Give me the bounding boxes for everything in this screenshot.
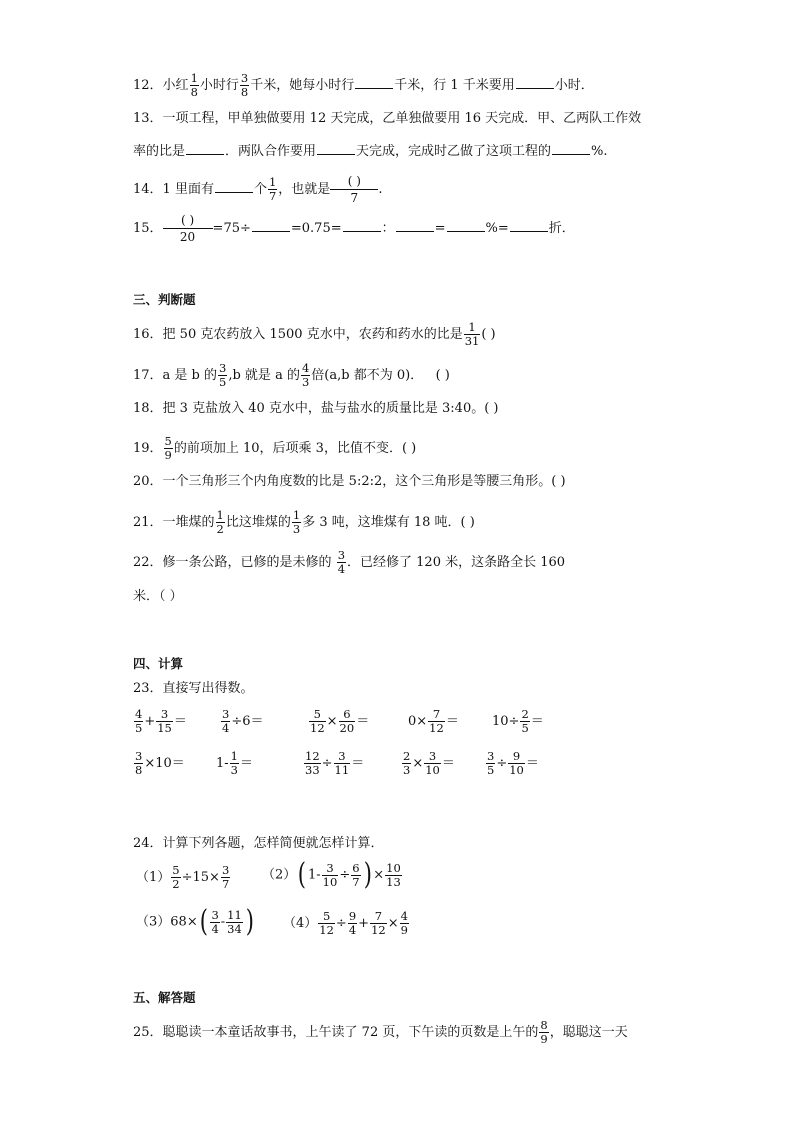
fraction: $\frac{1}{31}$ [464, 320, 480, 348]
answer-blank[interactable] [510, 219, 548, 232]
calc-item: $\frac{3}{8}$ ×10＝ [135, 749, 185, 777]
answer-blank[interactable] [317, 142, 355, 155]
question-17: 17．a 是 b 的 $\frac{3}{5}$ ,b 就是 a 的 $\frac{4}{3}$ 倍(a,b 都不为 0)． ( ) [133, 361, 450, 389]
question-16: 16．把 50 克农药放入 1500 克水中，农药和药水的比是 $\frac{1}{31}$ ( ) [133, 320, 496, 348]
question-22-line2: 米．（ ） [133, 589, 183, 604]
calc-item: $\frac{2}{3}$ × $\frac{3}{10}$ ＝ [403, 749, 455, 777]
section-heading-calc: 四、计算 [133, 656, 184, 671]
question-20: 20．一个三角形三个内角度数的比是 5:2:2，这个三角形是等腰三角形。( ) [133, 474, 566, 489]
calc-item: $\frac{5}{12}$ × $\frac{6}{20}$ ＝ [310, 707, 370, 735]
answer-blank[interactable] [552, 142, 590, 155]
calc-item: 1- $\frac{1}{3}$ ＝ [216, 749, 254, 777]
question-21: 21．一堆煤的 $\frac{1}{2}$ 比这堆煤的 $\frac{1}{3}$ 多 3 吨，这堆煤有 18 吨．( ) [133, 508, 475, 536]
answer-blank[interactable] [355, 76, 393, 89]
calc-item: $\frac{4}{5}$ + $\frac{3}{15}$ ＝ [135, 707, 187, 735]
calc-item: $\frac{3}{4}$ ÷6＝ [222, 707, 264, 735]
fraction: $\frac{3}{4}$ [337, 548, 346, 576]
section-heading-judgment: 三、判断题 [133, 292, 196, 307]
fraction: $\frac{1}{8}$ [190, 71, 198, 99]
answer-blank[interactable] [343, 219, 381, 232]
fraction: $\frac{3}{5}$ [219, 361, 227, 389]
question-23-title: 23．直接写出得数。 [133, 681, 254, 696]
answer-blank[interactable] [186, 142, 224, 155]
calc-problem-4: （4） $\frac{5}{12}$ ÷ $\frac{9}{4}$ + $\frac{7}{12}$ × $\frac{4}{9}$ [283, 909, 408, 937]
question-13-line2: 率的比是 ．两队合作要用 天完成，完成时乙做了这项工程的 %. [133, 144, 608, 159]
fraction-blank: ( ) 20 [163, 212, 213, 245]
fraction: $\frac{8}{9}$ [540, 1018, 548, 1046]
question-12: 12．小红 $\frac{1}{8}$ 小时行 $\frac{3}{8}$ 千米，她每小时行 千米，行 1 千米要用 小时． [133, 71, 594, 99]
section-heading-solve: 五、解答题 [133, 990, 196, 1005]
calc-item: 10÷ $\frac{2}{5}$ ＝ [492, 707, 544, 735]
question-24-title: 24．计算下列各题，怎样简便就怎样计算． [133, 836, 384, 851]
answer-blank[interactable] [447, 219, 485, 232]
question-19: 19． $\frac{5}{9}$ 的前项加上 10，后项乘 3，比值不变．( ) [133, 434, 417, 462]
calc-item: $\frac{3}{5}$ ÷ $\frac{9}{10}$ ＝ [487, 749, 539, 777]
calc-item: $\frac{12}{33}$ ÷ $\frac{3}{11}$ ＝ [305, 749, 365, 777]
calc-problem-2: （2）( 1- $\frac{3}{10}$ ÷ $\frac{6}{7}$ ) × $\frac{10}{13}$ [262, 857, 401, 892]
calc-problem-3: （3）68×( $\frac{3}{4}$ - $\frac{11}{34}$ ) [136, 904, 254, 939]
fraction: $\frac{1}{2}$ [216, 508, 224, 536]
question-25: 25．聪聪读一本童话故事书，上午读了 72 页，下午读的页数是上午的 $\frac{8}{9}$ ，聪聪这一天 [133, 1018, 628, 1046]
answer-blank[interactable] [396, 219, 434, 232]
calc-item: 0× $\frac{7}{12}$ ＝ [408, 707, 459, 735]
fraction: $\frac{1}{3}$ [292, 508, 301, 536]
fraction: $\frac{3}{8}$ [240, 71, 249, 99]
answer-blank[interactable] [516, 76, 554, 89]
calc-problem-1: （1） $\frac{5}{2}$ ÷15× $\frac{3}{7}$ [136, 863, 230, 891]
fraction: $\frac{4}{3}$ [301, 361, 310, 389]
fraction: $\frac{1}{7}$ [268, 175, 277, 203]
question-18: 18．把 3 克盐放入 40 克水中，盐与盐水的质量比是 3:40。( ) [133, 401, 499, 416]
fraction-blank: ( ) 7 [330, 173, 378, 206]
question-14: 14．1 里面有 个 $\frac{1}{7}$ ，也就是 ( ) 7 . [133, 174, 383, 205]
question-13-line1: 13．一项工程，甲单独做要用 12 天完成，乙单独做要用 16 天完成．甲、乙两队工作效 [133, 111, 642, 126]
fraction: $\frac{5}{9}$ [164, 434, 172, 462]
answer-blank[interactable] [252, 219, 290, 232]
answer-blank[interactable] [215, 180, 253, 193]
question-22-line1: 22．修一条公路，已修的是未修的 $\frac{3}{4}$ ．已经修了 120 米，这条路全长 160 [133, 548, 566, 576]
question-15: 15． ( ) 20 =75÷ =0.75= ： = %= 折． [133, 213, 575, 244]
